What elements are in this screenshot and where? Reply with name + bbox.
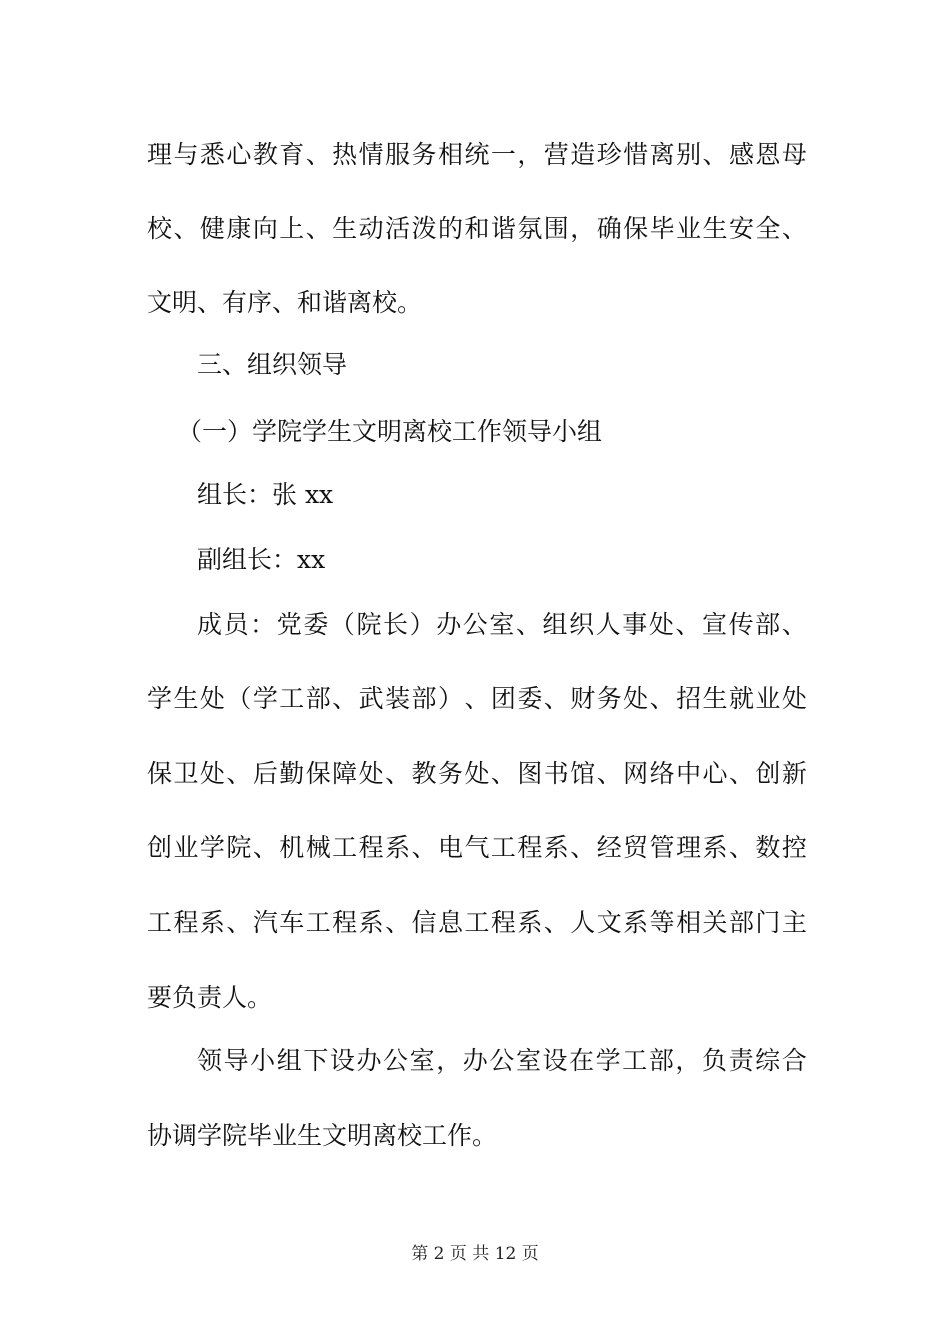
text-char: 生 (332, 214, 358, 243)
text-char: ， (675, 1046, 701, 1075)
text-char: 、 (675, 610, 701, 639)
text-char: 围 (543, 214, 569, 243)
text-char: 相 (676, 908, 702, 937)
text-char: 公 (489, 1046, 515, 1075)
text-char: 领 (197, 1046, 223, 1075)
text-char: 珍 (596, 140, 622, 169)
text-char: ： (250, 610, 276, 639)
text-char: 、 (728, 759, 754, 788)
text-char: 悉 (199, 140, 225, 169)
text-char: 传 (728, 610, 754, 639)
text-char: 、 (596, 759, 622, 788)
text-char: 室 (489, 610, 515, 639)
text-char: 系 (702, 833, 728, 862)
text-char: 工 (305, 908, 331, 937)
text-char: 造 (570, 140, 596, 169)
text-char: 委 (517, 684, 543, 713)
text-char: 、 (728, 833, 754, 862)
members-line (147, 759, 807, 789)
text-char: 院 (226, 833, 252, 862)
text-char: （ (226, 684, 252, 713)
text-char: 全 (755, 214, 781, 243)
paragraph-line (147, 140, 807, 170)
text-char: 织 (569, 610, 595, 639)
text-char: 育 (279, 140, 305, 169)
text-char: 感 (728, 140, 754, 169)
text-char: ， (570, 214, 596, 243)
text-char: 主 (781, 908, 807, 937)
text-char: 一 (490, 140, 516, 169)
text-char: 相 (437, 140, 463, 169)
office-line: 协调学院毕业生文明离校工作。 (147, 1121, 498, 1150)
text-char: 室 (409, 1046, 435, 1075)
text-char: 、 (781, 610, 807, 639)
text-char: 生 (173, 684, 199, 713)
text-char: 、 (173, 214, 199, 243)
text-char: 系 (199, 908, 225, 937)
text-char: 信 (411, 908, 437, 937)
text-char: 、 (305, 214, 331, 243)
text-char: 、 (385, 908, 411, 937)
text-char: 校 (147, 214, 173, 243)
text-char: 院 (356, 610, 382, 639)
text-char: 管 (649, 833, 675, 862)
text-char: 服 (385, 140, 411, 169)
text-char: 部 (305, 684, 331, 713)
members-line (147, 908, 807, 938)
sub-heading: （一）学院学生文明离校工作领导小组 (177, 417, 603, 446)
text-char: 书 (543, 759, 569, 788)
text-char: 办 (356, 1046, 382, 1075)
text-char: 勤 (279, 759, 305, 788)
text-char: 、 (252, 833, 278, 862)
text-char: 动 (358, 214, 384, 243)
text-char: 学 (595, 1046, 621, 1075)
members-line (147, 684, 807, 714)
text-char: 电 (437, 833, 463, 862)
text-char: 门 (755, 908, 781, 937)
text-char: 系 (517, 908, 543, 937)
text-char: 机 (279, 833, 305, 862)
text-char: 程 (490, 908, 516, 937)
text-char: 创 (755, 759, 781, 788)
text-char: 组 (276, 1046, 302, 1075)
text-char: （ (329, 610, 355, 639)
leader-line: 组长：张 xx (197, 480, 334, 509)
text-char: 网 (623, 759, 649, 788)
text-char: 务 (596, 684, 622, 713)
text-char: 保 (623, 214, 649, 243)
text-char: 委 (303, 610, 329, 639)
text-char: 部 (728, 908, 754, 937)
text-char: 小 (250, 1046, 276, 1075)
text-char: 处 (199, 759, 225, 788)
text-char: 后 (252, 759, 278, 788)
text-char: 处 (781, 684, 807, 713)
text-char: 系 (358, 908, 384, 937)
text-char: 设 (542, 1046, 568, 1075)
text-char: 工 (464, 908, 490, 937)
text-char: 成 (197, 610, 223, 639)
text-char: 热 (332, 140, 358, 169)
text-char: 、 (781, 214, 807, 243)
text-char: 教 (411, 759, 437, 788)
text-char: 员 (223, 610, 249, 639)
section-heading: 三、组织领导 (197, 350, 348, 379)
text-char: ） (437, 684, 463, 713)
paragraph-line (147, 214, 807, 244)
text-char: 、 (464, 684, 490, 713)
text-char: 教 (252, 140, 278, 169)
deputy-leader-line: 副组长：xx (197, 545, 326, 574)
text-char: 工 (490, 833, 516, 862)
text-char: 处 (199, 684, 225, 713)
text-char: 、 (570, 833, 596, 862)
text-char: 等 (649, 908, 675, 937)
text-char: 新 (781, 759, 807, 788)
text-char: 务 (437, 759, 463, 788)
text-char: 恩 (755, 140, 781, 169)
text-char: 惜 (623, 140, 649, 169)
text-char: 系 (623, 908, 649, 937)
text-char: 营 (543, 140, 569, 169)
text-char: 综 (755, 1046, 781, 1075)
text-char: 就 (728, 684, 754, 713)
text-char: 处 (464, 759, 490, 788)
text-char: 部 (755, 610, 781, 639)
text-char: ， (436, 1046, 462, 1075)
text-char: 安 (728, 214, 754, 243)
text-char: 关 (702, 908, 728, 937)
text-char: 业 (676, 214, 702, 243)
text-char: 程 (173, 908, 199, 937)
text-char: 武 (358, 684, 384, 713)
members-line: 要负责人。 (147, 983, 273, 1012)
text-char: 生 (702, 214, 728, 243)
text-char: 处 (648, 610, 674, 639)
text-char: 业 (173, 833, 199, 862)
text-char: 程 (332, 908, 358, 937)
text-char: 长 (383, 610, 409, 639)
text-char: 中 (676, 759, 702, 788)
text-char: ） (409, 610, 435, 639)
text-char: 公 (462, 610, 488, 639)
text-char: 络 (649, 759, 675, 788)
text-char: 设 (329, 1046, 355, 1075)
text-char: 、 (515, 610, 541, 639)
text-char: 、 (543, 908, 569, 937)
text-char: 统 (464, 140, 490, 169)
text-char: 汽 (252, 908, 278, 937)
text-char: 、 (411, 833, 437, 862)
text-char: 贸 (623, 833, 649, 862)
text-char: 负 (701, 1046, 727, 1075)
text-char: 氛 (517, 214, 543, 243)
text-char: 向 (252, 214, 278, 243)
text-char: 团 (490, 684, 516, 713)
text-char: 气 (464, 833, 490, 862)
text-char: 办 (462, 1046, 488, 1075)
text-char: 障 (332, 759, 358, 788)
text-char: 学 (252, 684, 278, 713)
text-char: 车 (279, 908, 305, 937)
text-char: 文 (596, 908, 622, 937)
text-char: 系 (385, 833, 411, 862)
office-line (197, 1046, 807, 1076)
text-char: 学 (199, 833, 225, 862)
text-char: 上 (279, 214, 305, 243)
text-char: 康 (226, 214, 252, 243)
text-char: 组 (542, 610, 568, 639)
text-char: 财 (570, 684, 596, 713)
text-char: 公 (383, 1046, 409, 1075)
text-char: 理 (676, 833, 702, 862)
text-char: 下 (303, 1046, 329, 1075)
text-char: 离 (649, 140, 675, 169)
text-char: 、 (332, 684, 358, 713)
text-char: 控 (781, 833, 807, 862)
text-char: 、 (385, 759, 411, 788)
text-char: 别 (676, 140, 702, 169)
members-line (147, 833, 807, 863)
text-char: 卫 (173, 759, 199, 788)
text-char: 馆 (570, 759, 596, 788)
text-char: 工 (147, 908, 173, 937)
text-char: 毕 (649, 214, 675, 243)
text-char: 息 (437, 908, 463, 937)
text-char: 合 (781, 1046, 807, 1075)
text-char: 系 (543, 833, 569, 862)
text-char: 、 (226, 759, 252, 788)
text-char: 部 (411, 684, 437, 713)
text-char: 党 (276, 610, 302, 639)
text-char: 与 (173, 140, 199, 169)
text-char: 室 (515, 1046, 541, 1075)
text-char: 创 (147, 833, 173, 862)
text-char: 心 (226, 140, 252, 169)
text-char: 程 (358, 833, 384, 862)
text-char: 活 (385, 214, 411, 243)
text-char: 保 (305, 759, 331, 788)
text-char: 部 (648, 1046, 674, 1075)
text-char: 招 (676, 684, 702, 713)
text-char: 理 (147, 140, 173, 169)
text-char: 母 (781, 140, 807, 169)
text-char: 责 (728, 1046, 754, 1075)
text-char: 业 (755, 684, 781, 713)
text-char: 导 (223, 1046, 249, 1075)
text-char: 、 (490, 759, 516, 788)
text-char: 事 (622, 610, 648, 639)
text-char: 办 (436, 610, 462, 639)
text-char: 保 (147, 759, 173, 788)
text-char: 程 (517, 833, 543, 862)
text-char: 工 (622, 1046, 648, 1075)
text-char: 学 (147, 684, 173, 713)
text-char: 生 (702, 684, 728, 713)
text-char: 处 (623, 684, 649, 713)
text-char: 图 (517, 759, 543, 788)
text-char: 谐 (490, 214, 516, 243)
page-footer: 第 2 页 共 12 页 (411, 1244, 539, 1264)
text-char: 、 (305, 140, 331, 169)
text-char: 心 (702, 759, 728, 788)
text-char: 械 (305, 833, 331, 862)
text-char: 处 (358, 759, 384, 788)
text-char: 、 (702, 140, 728, 169)
paragraph-line: 文明、有序、和谐离校。 (147, 288, 423, 317)
text-char: 人 (595, 610, 621, 639)
text-char: 装 (385, 684, 411, 713)
text-char: 、 (649, 684, 675, 713)
text-char: 人 (570, 908, 596, 937)
text-char: 宣 (701, 610, 727, 639)
text-char: 工 (332, 833, 358, 862)
text-char: 、 (226, 908, 252, 937)
text-char: 在 (569, 1046, 595, 1075)
text-char: 工 (279, 684, 305, 713)
text-char: 确 (596, 214, 622, 243)
text-char: 、 (543, 684, 569, 713)
text-char: 和 (464, 214, 490, 243)
members-line (197, 610, 807, 640)
text-char: 数 (755, 833, 781, 862)
text-char: 的 (437, 214, 463, 243)
text-char: 健 (199, 214, 225, 243)
text-char: 经 (596, 833, 622, 862)
text-char: 务 (411, 140, 437, 169)
text-char: ， (517, 140, 543, 169)
text-char: 泼 (411, 214, 437, 243)
text-char: 情 (358, 140, 384, 169)
